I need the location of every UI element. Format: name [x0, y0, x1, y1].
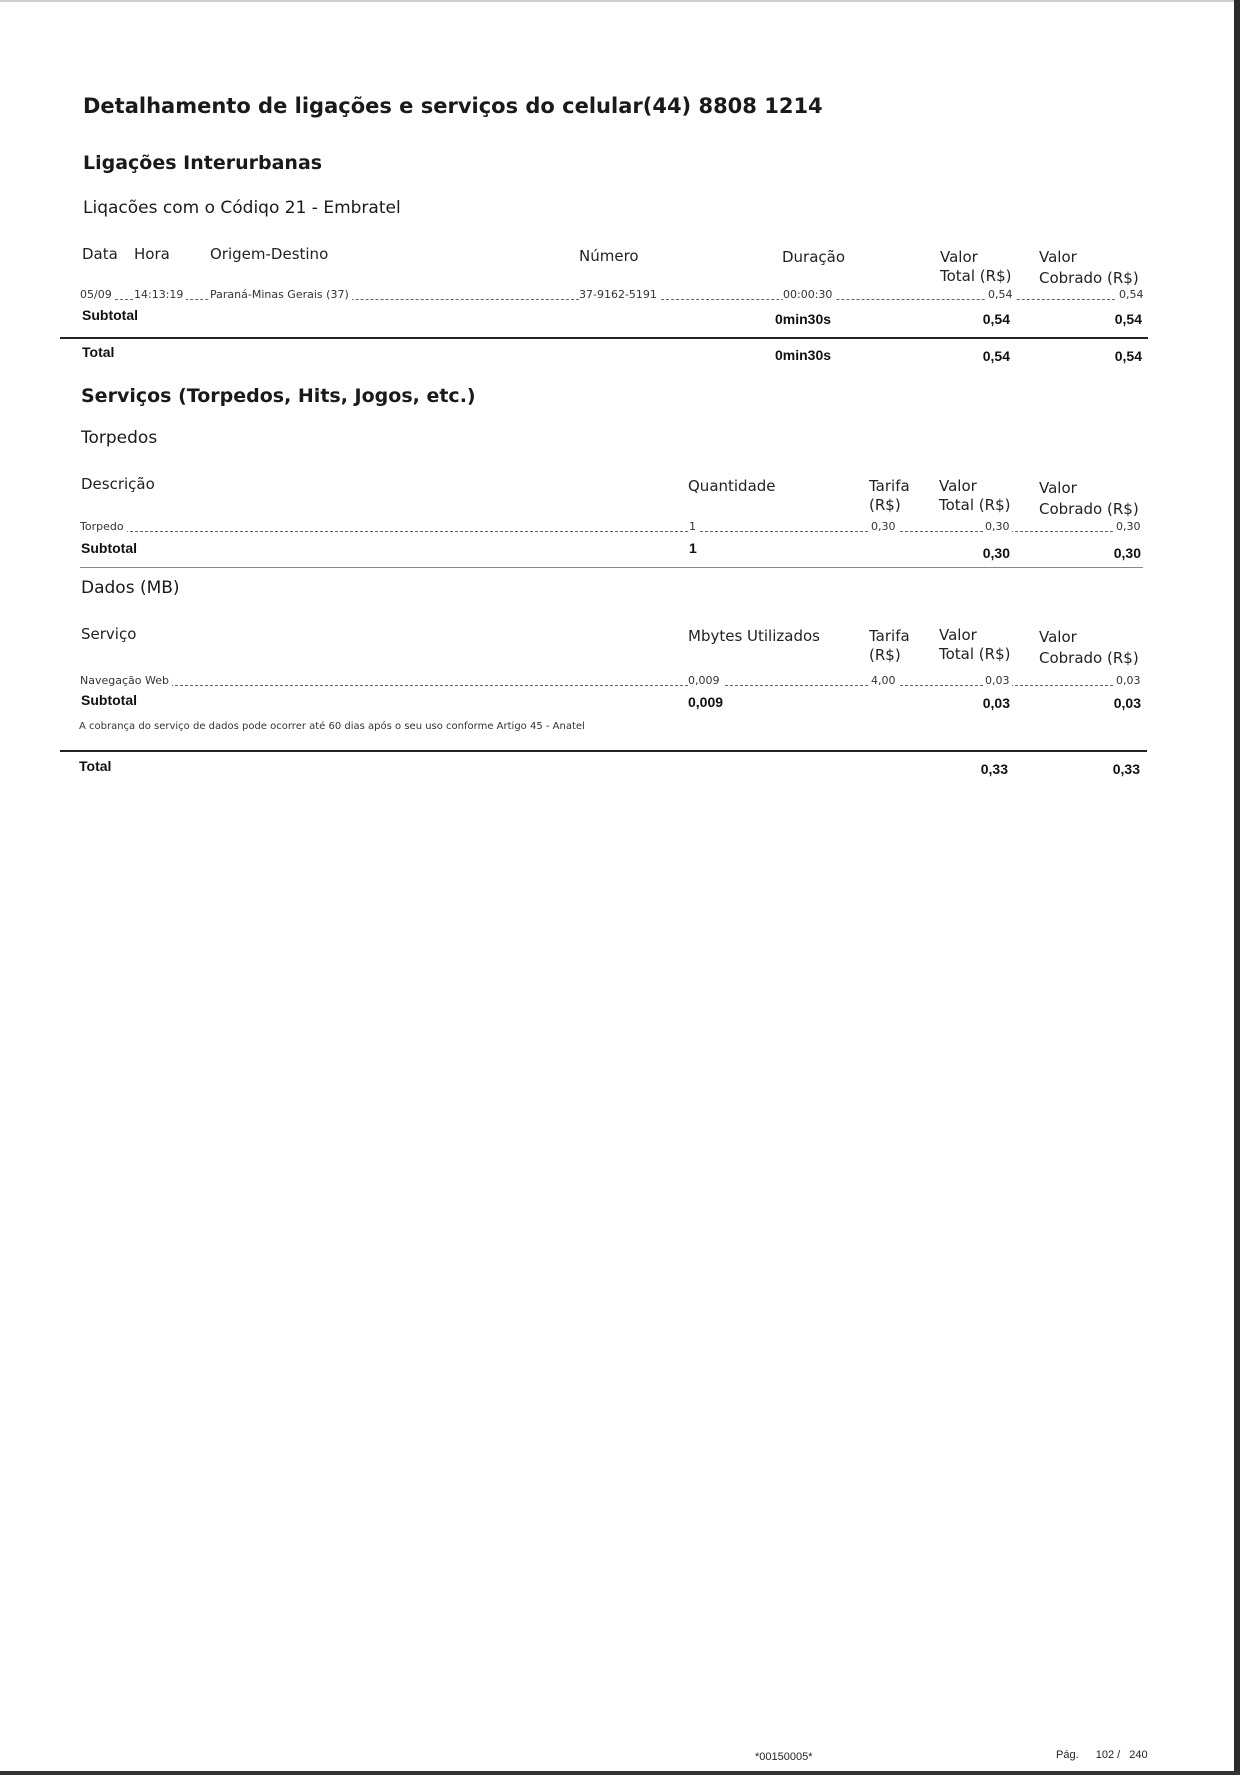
scan-edge-top	[0, 0, 1240, 2]
calls-total-duration: 0min30s	[775, 347, 832, 363]
torpedo-descricao: Torpedo	[80, 520, 127, 533]
col-header-hora: Hora	[134, 245, 170, 263]
col-header-valor-cobrado-line2: Cobrado (R$)	[1039, 269, 1139, 287]
torpedos-heading: Torpedos	[81, 428, 158, 448]
col-header-tarifa	[869, 627, 910, 665]
call-date: 05/09	[80, 288, 115, 301]
col-header-valor-cobrado-line1: Valor	[1039, 479, 1077, 497]
col-header-numero: Número	[579, 247, 639, 265]
col-header-tarifa-line2: (R$)	[869, 496, 901, 514]
col-header-quantidade: Quantidade	[688, 477, 776, 495]
page-label: Pág.	[1056, 1749, 1079, 1761]
services-total-valor-cobrado: 0,33	[1112, 761, 1140, 777]
call-valor-cobrado: 0,54	[1119, 288, 1144, 301]
services-heading: Serviços (Torpedos, Hits, Jogos, etc.)	[81, 385, 476, 407]
calls-subtotal-label: Subtotal	[82, 307, 138, 323]
col-header-tarifa	[869, 477, 910, 515]
col-header-valor-total-line2: Total (R$)	[939, 645, 1011, 663]
torpedos-subtotal-quantidade: 1	[689, 540, 697, 556]
col-header-valor-total	[939, 477, 1010, 515]
col-header-tarifa-line1: Tarifa	[869, 477, 910, 495]
torpedos-subtotal-valor-cobrado: 0,30	[1113, 545, 1141, 561]
col-header-valor-total-line2: Total (R$)	[940, 267, 1012, 285]
col-header-valor-total	[940, 248, 1011, 286]
page-title: Detalhamento de ligações e serviços do celular(44) 8808 1214	[83, 94, 823, 118]
torpedos-subtotal-valor-total: 0,30	[982, 545, 1010, 561]
calls-subtotal-valor-total: 0,54	[982, 311, 1010, 327]
col-header-valor-total-line1: Valor	[939, 626, 977, 644]
call-number: 37-9162-5191	[579, 288, 660, 301]
col-header-duracao: Duração	[782, 248, 846, 266]
dados-subtotal-valor-total: 0,03	[982, 695, 1010, 711]
calls-total-divider	[60, 337, 1148, 339]
calls-heading: Ligações Interurbanas	[83, 152, 323, 174]
calls-total-label: Total	[82, 344, 115, 360]
call-time: 14:13:19	[134, 288, 186, 301]
col-header-tarifa-line2: (R$)	[869, 646, 901, 664]
torpedo-valor-cobrado: 0,30	[1116, 520, 1141, 533]
dados-subtotal-label: Subtotal	[81, 692, 137, 708]
torpedo-valor-total: 0,30	[985, 520, 1010, 533]
col-header-valor-total	[939, 626, 1010, 664]
scan-edge-right	[1234, 0, 1240, 1775]
services-total-divider	[60, 750, 1147, 752]
page-number: 102 /	[1095, 1749, 1121, 1761]
dados-subtotal-mbytes: 0,009	[688, 694, 724, 710]
dados-servico: Navegação Web	[80, 674, 172, 687]
services-total-label: Total	[79, 758, 112, 774]
col-header-valor-total-line1: Valor	[939, 477, 977, 495]
dados-heading: Dados (MB)	[81, 578, 180, 598]
dados-valor-cobrado: 0,03	[1116, 674, 1141, 687]
services-total-valor-total: 0,33	[980, 761, 1008, 777]
calls-subheading: Liqacões com o Códiqo 21 - Embratel	[83, 198, 401, 218]
col-header-valor-cobrado-line2: Cobrado (R$)	[1039, 649, 1139, 667]
page-indicator	[1056, 1749, 1148, 1761]
col-header-valor-total-line1: Valor	[940, 248, 978, 266]
torpedo-quantidade: 1	[689, 520, 699, 533]
dados-subtotal-valor-cobrado: 0,03	[1113, 695, 1141, 711]
document-code: *00150005*	[755, 1751, 813, 1763]
col-header-tarifa-line1: Tarifa	[869, 627, 910, 645]
call-duration: 00:00:30	[783, 288, 835, 301]
col-header-valor-cobrado-line1: Valor	[1039, 248, 1077, 266]
col-header-valor-cobrado-line2: Cobrado (R$)	[1039, 500, 1139, 518]
col-header-valor-cobrado-line1: Valor	[1039, 628, 1077, 646]
dados-footnote: A cobrança do serviço de dados pode ocorrer até 60 dias após o seu uso conforme Artigo 45 - Anatel	[79, 721, 585, 732]
col-header-descricao: Descrição	[81, 475, 155, 493]
calls-total-valor-cobrado: 0,54	[1114, 348, 1142, 364]
torpedos-subtotal-label: Subtotal	[81, 540, 137, 556]
call-origin-destination: Paraná-Minas Gerais (37)	[210, 288, 352, 301]
dados-tarifa: 4,00	[871, 674, 896, 687]
col-header-data: Data	[82, 245, 118, 263]
calls-subtotal-duration: 0min30s	[775, 311, 832, 327]
col-header-valor-cobrado	[1039, 628, 1139, 668]
col-header-valor-total-line2: Total (R$)	[939, 496, 1011, 514]
torpedos-divider	[80, 567, 1143, 568]
dados-valor-total: 0,03	[985, 674, 1010, 687]
col-header-valor-cobrado	[1039, 479, 1139, 519]
calls-total-valor-total: 0,54	[982, 348, 1010, 364]
scan-edge-bottom	[0, 1771, 1240, 1775]
col-header-origem: Origem-Destino	[210, 245, 329, 263]
calls-subtotal-valor-cobrado: 0,54	[1114, 311, 1142, 327]
col-header-servico: Serviço	[81, 625, 137, 643]
call-valor-total: 0,54	[988, 288, 1013, 301]
dados-mbytes: 0,009	[688, 674, 723, 687]
col-header-valor-cobrado	[1039, 248, 1139, 288]
page-total: 240	[1129, 1749, 1148, 1761]
torpedo-tarifa: 0,30	[871, 520, 896, 533]
col-header-mbytes: Mbytes Utilizados	[688, 627, 820, 645]
